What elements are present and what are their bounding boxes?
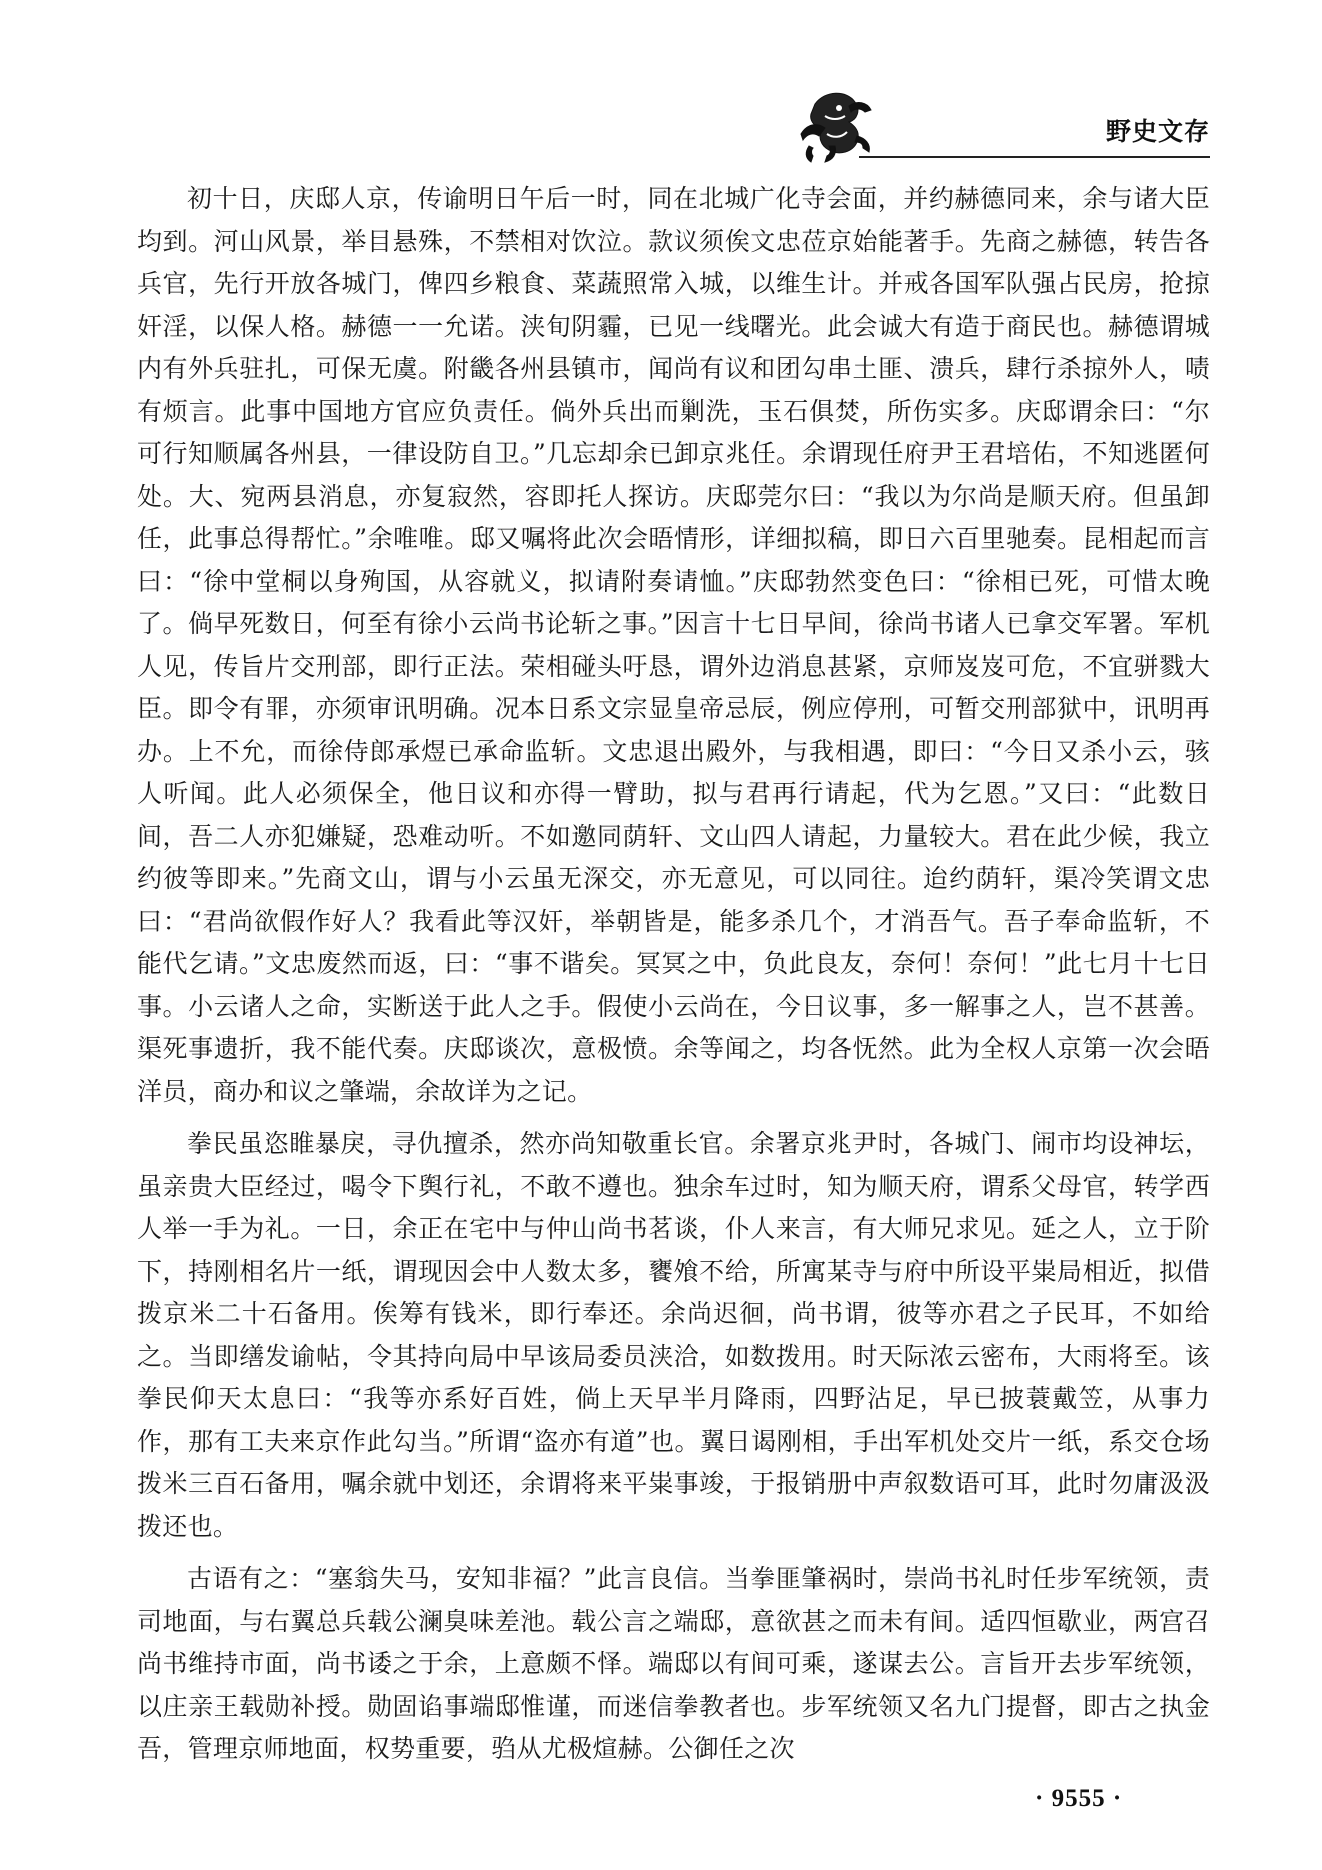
- header-rule: [859, 156, 1210, 158]
- dragon-emblem-icon: [795, 86, 875, 164]
- paragraph-1: 初十日，庆邸人京，传谕明日午后一时，同在北城广化寺会面，并约赫德同来，余与诸大臣均到。河山风景，举目悬殊，不禁相对饮泣。款议须俟文忠莅京始能著手。先商之赫德，转告各兵官，先行开放各城门，俾四乡粮食、菜蔬照常入城，以维生计。并戒各国军队强占民房，抢掠奸淫，以保人格。赫德一一允诺。浃旬阴霾，已见一线曙光。此会诚大有造于商民也。赫德谓城内有外兵驻扎，可保无虞。附畿各州县镇市，闻尚有议和团勾串土匪、溃兵，肆行杀掠外人，啧有烦言。此事中国地方官应负责任。倘外兵出而剿洗，玉石俱焚，所伤实多。庆邸谓余曰：“尔可行知顺属各州县，一律设防自卫。”几忘却余已卸京兆任。余谓现任府尹王君培佑，不知逃匿何处。大、宛两县消息，亦复寂然，容即托人探访。庆邸莞尔曰：“我以为尔尚是顺天府。但虽卸任，此事总得帮忙。”余唯唯。邸又嘱将此次会晤情形，详细拟稿，即日六百里驰奏。昆相起而言曰：“徐中堂桐以身殉国，从容就义，拟请附奏请恤。”庆邸勃然变色曰：“徐相已死，可惜太晚了。倘早死数日，何至有徐小云尚书论斩之事。”因言十七日早间，徐尚书诸人已拿交军署。军机人见，传旨片交刑部，即行正法。荣相碰头吁恳，谓外边消息甚紧，京师岌岌可危，不宜骈戮大臣。即令有罪，亦须审讯明确。况本日系文宗显皇帝忌辰，例应停刑，可暂交刑部狱中，讯明再办。上不允，而徐侍郎承煜已承命监斩。文忠退出殿外，与我相遇，即曰：“今日又杀小云，骇人听闻。此人必须保全，他日议和亦得一臂助，拟与君再行请起，代为乞恩。”又曰：“此数日间，吾二人亦犯嫌疑，恐难动听。不如邀同荫轩、文山四人请起，力量较大。君在此少候，我立约彼等即来。”先商文山，谓与小云虽无深交，亦无意见，可以同往。迨约荫轩，渠冷笑谓文忠曰：“君尚欲假作好人？我看此等汉奸，举朝皆是，能多杀几个，才消吾气。吾子奉命监斩，不能代乞请。”文忠废然而返，曰：“事不谐矣。冥冥之中，负此良友，奈何！奈何！”此七月十七日事。小云诸人之命，实断送于此人之手。假使小云尚在，今日议事，多一解事之人，岂不甚善。渠死事遗折，我不能代奏。庆邸谈次，意极愤。余等闻之，均各怃然。此为全权人京第一次会晤洋员，商办和议之肇端，余故详为之记。: [137, 184, 1210, 1106]
- paragraph-2: 拳民虽恣睢暴戾，寻仇擅杀，然亦尚知敬重长官。余署京兆尹时，各城门、闹市均设神坛，虽亲贵大臣经过，喝令下舆行礼，不敢不遵也。独余车过时，知为顺天府，谓系父母官，转学西人举一手为礼。一日，余正在宅中与仲山尚书茗谈，仆人来言，有大师兄求见。延之人，立于阶下，持刚相名片一纸，谓现因会中人数太多，饔飧不给，所寓某寺与府中所设平粜局相近，拟借拨京米二十石备用。俟筹有钱米，即行奉还。余尚迟徊，尚书谓，彼等亦君之子民耳，不如给之。当即缮发谕帖，令其持向局中早该局委员浃洽，如数拨用。时天际浓云密布，大雨将至。该拳民仰天太息曰：“我等亦系好百姓，倘上天早半月降雨，四野沾足，早已披蓑戴笠，从事力作，那有工夫来京作此勾当。”所谓“盗亦有道”也。翼日谒刚相，手出军机处交片一纸，系交仓场拨米三百石备用，嘱余就中划还，余谓将来平粜事竣，于报销册中声叙数语可耳，此时勿庸汲汲拨还也。: [137, 1129, 1210, 1541]
- page-header: [795, 86, 1210, 164]
- paragraph-3: 古语有之：“塞翁失马，安知非福？”此言良信。当拳匪肇祸时，崇尚书礼时任步军统领，责司地面，与右翼总兵载公澜臭味差池。载公言之端邸，意欲甚之而未有间。适四恒歇业，两宫召尚书维持市面，尚书诿之于余，上意颇不怿。端邸以有间可乘，遂谋去公。言旨开去步军统领，以庄亲王载勋补授。勋固谄事端邸惟谨，而迷信拳教者也。步军统领又名九门提督，即古之执金吾，管理京师地面，权势重要，驺从尤极煊赫。公御任之次: [137, 1564, 1210, 1763]
- header-title: 野史文存: [1105, 117, 1210, 146]
- page-number: · 9555 ·: [1035, 1785, 1123, 1812]
- body-text: [137, 178, 1210, 1781]
